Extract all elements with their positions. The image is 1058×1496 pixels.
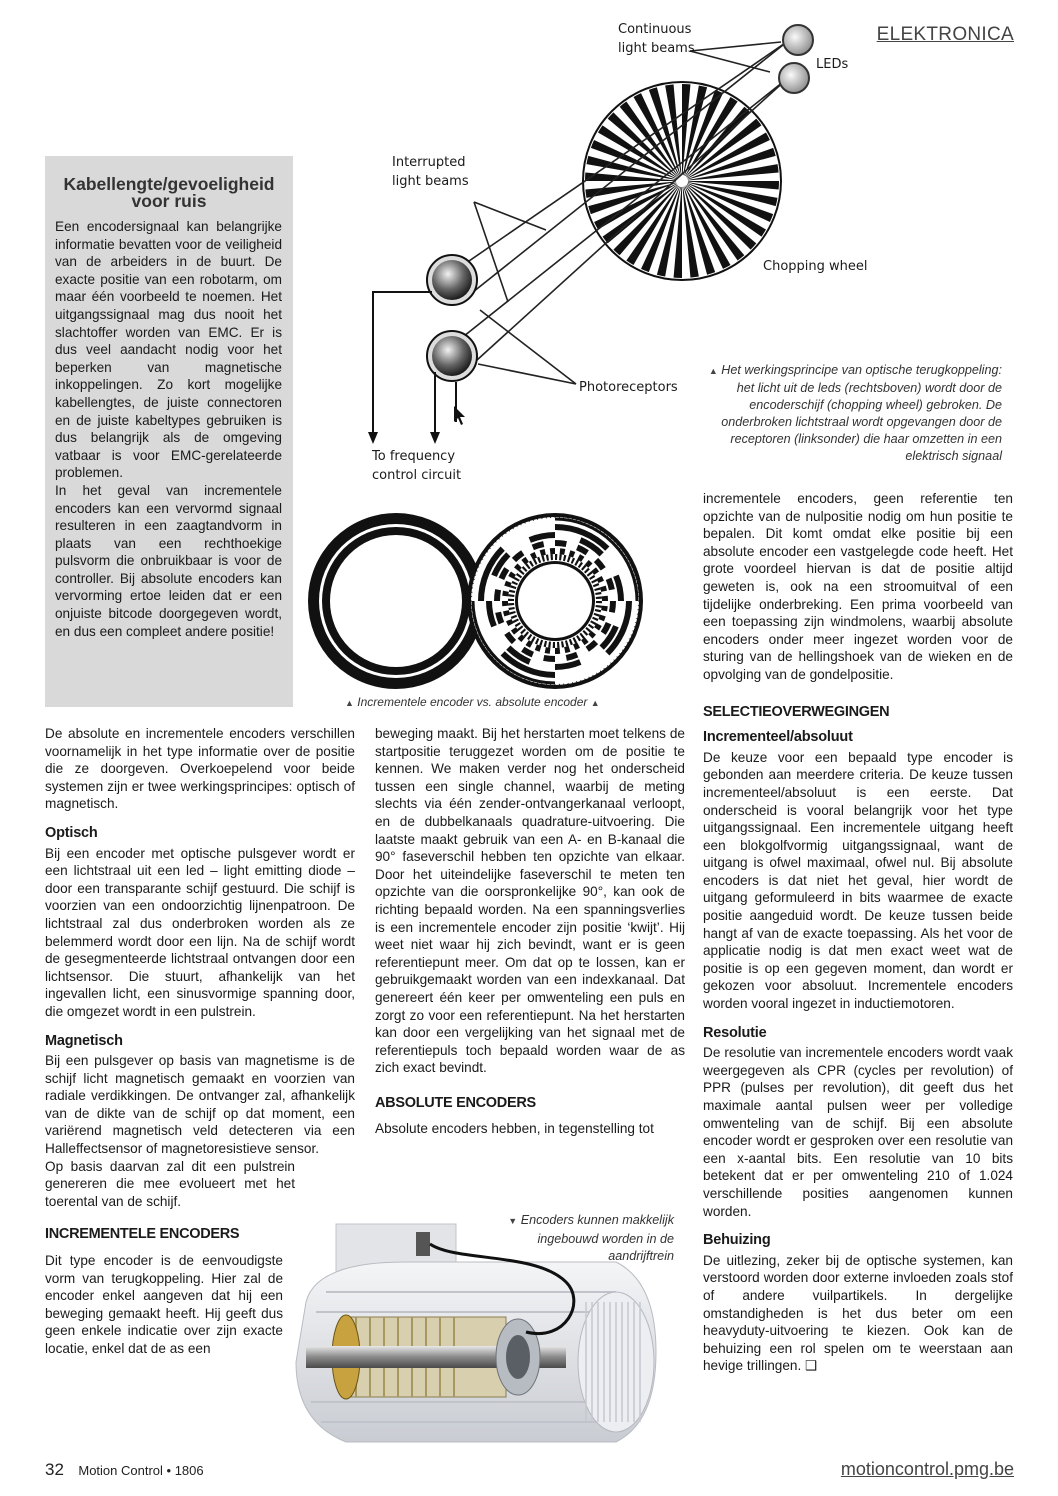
paragraph-incrementele: Dit type encoder is de eenvoudigste vorm van terugkoppeling. Hier zal de encoder enkel aangeven dat hij een beweging gemaakt heeft. Hij geeft dus geen enkele indicatie over zijn exacte locatie, enkel dat de as een (45, 1253, 283, 1356)
arrow-icon (368, 406, 465, 444)
diagram-label-control-circuit: control circuit (372, 468, 462, 483)
sidebar-paragraph-1: Een encodersignaal kan belangrijke informatie bevatten voor de veiligheid van de arbeiders in de buurt. De exacte positie van een robotarm, om maar één voorbeeld te noemen. Het uitgangssignaal mag dus nooit het slachtoffer worden van EMC. Er is dus veel aandacht nodig voor het beperken van magnetische inkoppelingen. Zo kort mogelijke kabellengtes, de juiste connectoren en de juiste kabeltypes gebruiken is dus belangrijk als de omgeving vatbaar is voor EMC-gerelateerde problemen. (55, 219, 282, 481)
section-tag: ELEKTRONICA (876, 24, 1014, 45)
absolute-encoder-disc (467, 513, 643, 689)
heading-behuizing: Behuizing (703, 1232, 771, 1249)
triangle-up-icon: ▲ (708, 366, 718, 376)
footer-left (45, 1460, 204, 1480)
encoder-caption-text: Incrementele encoder vs. absolute encoder (357, 695, 588, 709)
column-3 (703, 490, 1013, 1375)
heading-magnetisch: Magnetisch (45, 1032, 123, 1049)
paragraph-absolute: Absolute encoders hebben, in tegenstelling tot (375, 1121, 654, 1137)
paragraph-magnetisch-2: Op basis daarvan zal dit een pulstrein genereren die mee evolueert met het toerental van de schijf. (45, 1158, 295, 1209)
diagram-label-continuous: Continuous (618, 22, 692, 37)
paragraph-col2: beweging maakt. Bij het herstarten moet telkens de startpositie teruggezet worden om de positie te kennen. We maken verder nog het onderscheid tussen een single channel, waarbij de meting slechts via één zender-ontvangerkanaal verloopt, en de dubbelkanaals quadrature-uitvoering. Die laatste maakt gebruik van een A- en B-kanaal die 90° faseverschil hebben ten opzichte van elkaar. Door het uiteindelijke faseverschil te meten ten opzichte van die oorspronkelijke 90°, kan ook de richting bepaald worden. Na een spanningsverlies is een incrementele encoder zijn positie ‘kwijt’. Hij weet niet waar hij zich bevindt, want er is geen referentiepunt meer. Om dat op te lossen, kan er gebruikgemaakt worden van een indexkanaal. Dat genereert één keer per omwenteling een puls en zorgt zo voor een referentiepunt. Na het herstarten kan door een vergelijking van het signaal met de referentiepuls toch bepaald worden waar de as zich exact bevindt. (375, 726, 685, 1076)
heading-optisch: Optisch (45, 824, 98, 841)
paragraph-optisch: Bij een encoder met optische pulsgever wordt er een lichtstraal uit een led – light emitting diode – door een transparante schijf gestuurd. Die schijf is voorzien van een ondoorzichtig lijnenpatroon. De lichtstraal zal dus onderbroken worden als ze belemmerd wordt door een lijn. Na de schijf wordt de gesegmenteerde lichtstraal ontvangen door een lichtsensor. Die stuurt, afhankelijk van het ingevallen licht, een sinusvormige spanning door, die omgezet wordt in een pulstrein. (45, 845, 355, 1019)
heading-resolutie: Resolutie (703, 1024, 767, 1041)
encoder-discs-image (305, 512, 645, 690)
diagram-label-interrupted: Interrupted (392, 155, 466, 170)
sidebar-box (45, 156, 293, 707)
column-2 (375, 725, 685, 1138)
motor-caption-text: Encoders kunnen makkelijk ingebouwd worden in de aandrijftrein (520, 1213, 674, 1263)
paragraph-col3: incrementele encoders, geen referentie ten opzichte van de nulpositie nodig om hun positie te bepalen. Dit komt omdat elke positie bij een absolute encoder een vastgelegde code heeft. Het grote voordeel hiervan is dat de positie altijd geweten is, ook na een stroomuitval of een tijdelijke onderbreking. Een prima voorbeeld van een toepassing zijn windmolens, waarbij absolute encoders onder meer ingezet worden voor de sturing van de hellingshoek van de wieken en de opvolging van de gondelpositie. (703, 491, 1013, 682)
led-icon (779, 25, 813, 93)
paragraph-resolutie: De resolutie van incrementele encoders wordt vaak weergegeven als CPR (cycles per revolution) of PPR (pulses per revolution), dit geeft dus het maximale aantal pulsen weer per volledige omwenteling van de schijf. Bij een absolute encoder wordt er gesproken over een resolutie van een x-aantal bits. Een resolutie van 10 bits betekent dat er per omwenteling 210 of 1.024 verschillende posities aangenomen kunnen worden. (703, 1045, 1013, 1219)
encoder-caption (345, 694, 600, 712)
paragraph-incrementeel-absoluut: De keuze voor een bepaald type encoder is gebonden aan meerdere criteria. De keuze tussen incrementeel/absoluut is een eerste. Dat onderscheid is vooral belangrijk voor het type uitgangssignaal. Een incrementele uitgang heeft een blokgolfvormig uitgangssignaal, want de uitgang is ofwel maximaal, ofwel nul. Bij absolute encoders is dat niet het geval, hier wordt de uitgang geformuleerd in bits waarmee de exacte positie aangeduid wordt. De keuze tussen beide hangt af van de exacte toepassing. Als het voor de applicatie nodig is dat men exact weet wat de positie is op een gegeven moment, dan wordt er gekozen voor absoluut. Incrementele encoders worden vooral ingezet in inductiemotoren. (703, 749, 1013, 1012)
sidebar-paragraph-2: In het geval van incrementele encoders kan een vervormd signaal resulteren in een zaagtandvorm in plaats van een rechthoekige pulsvorm die onbruikbaar is voor de controller. Bij absolute encoders kan vervorming ertoe leiden dat er een onjuiste bitcode doorgegeven wordt, en dus een compleet andere positie! (55, 482, 282, 639)
column-1 (45, 725, 355, 1358)
heading-selectieoverwegingen: SELECTIEOVERWEGINGEN (703, 703, 890, 720)
magazine-issue: Motion Control • 1806 (78, 1463, 204, 1478)
diagram-label-light-beams-2: light beams (392, 174, 469, 189)
diagram-caption (700, 362, 1002, 465)
sidebar-body (55, 218, 282, 640)
diagram-caption-text: Het werkingsprincipe van optische terugkoppeling: het licht uit de leds (rechtsboven) wordt door de encoderschijf (chopping wheel) gebroken. De onderbroken lichtstraal wordt opgevangen door de receptoren (linksonder) die haar omzetten in een elektrisch signaal (721, 363, 1002, 463)
footer-url-link[interactable]: motioncontrol.pmg.be (840, 1459, 1014, 1479)
heading-incrementele-encoders: INCREMENTELE ENCODERS (45, 1226, 240, 1243)
heading-absolute-encoders: ABSOLUTE ENCODERS (375, 1094, 536, 1111)
motor-caption (490, 1212, 674, 1266)
sidebar-title: Kabellengte/gevoeligheid voor ruis (63, 174, 275, 211)
paragraph-behuizing-text: De uitlezing, zeker bij de optische systemen, kan verstoord worden door externe invloeden zoals stof of andere vuilpartikels. In dergelijke omstandigheden is het dus beter om een heavyduty-uitvoering te kiezen. Ook kan de behuizing een rol spelen om te weerstaan aan hevige trillingen. (703, 1252, 1013, 1374)
end-mark-icon: ❑ (805, 1358, 818, 1374)
triangle-down-icon: ▼ (508, 1216, 518, 1226)
triangle-up-icon: ▲ (345, 698, 354, 708)
photoreceptor-icon (427, 255, 477, 381)
paragraph-behuizing (703, 1252, 1013, 1375)
page-number: 32 (45, 1460, 64, 1479)
paragraph-magnetisch: Bij een pulsgever op basis van magnetisme is de schijf licht magnetisch gemaakt en voorzien van radiale verdikkingen. De ontvanger zal, afhankelijk van de dikte van de schijf op dat moment, een variërend magnetisch veld detecteren via een Halleffectsensor of magnetoresistieve sensor. (45, 1053, 355, 1157)
incremental-encoder-disc (308, 513, 484, 689)
triangle-up-icon: ▲ (590, 698, 600, 708)
heading-incrementeel-absoluut: Incrementeel/absoluut (703, 729, 853, 746)
diagram-label-light-beams: light beams (618, 41, 695, 56)
diagram-label-leds: LEDs (816, 57, 849, 72)
diagram-label-to-frequency: To frequency (372, 449, 456, 464)
diagram-label-photoreceptors: Photoreceptors (579, 380, 678, 395)
intro-paragraph: De absolute en incrementele encoders verschillen voornamelijk in het type informatie over de positie die ze doorgeven. Overkoepelend voor beide systemen zijn er twee werkingsprincipes: optisch of magnetisch. (45, 726, 355, 812)
diagram-label-chopping-wheel: Chopping wheel (763, 259, 868, 274)
